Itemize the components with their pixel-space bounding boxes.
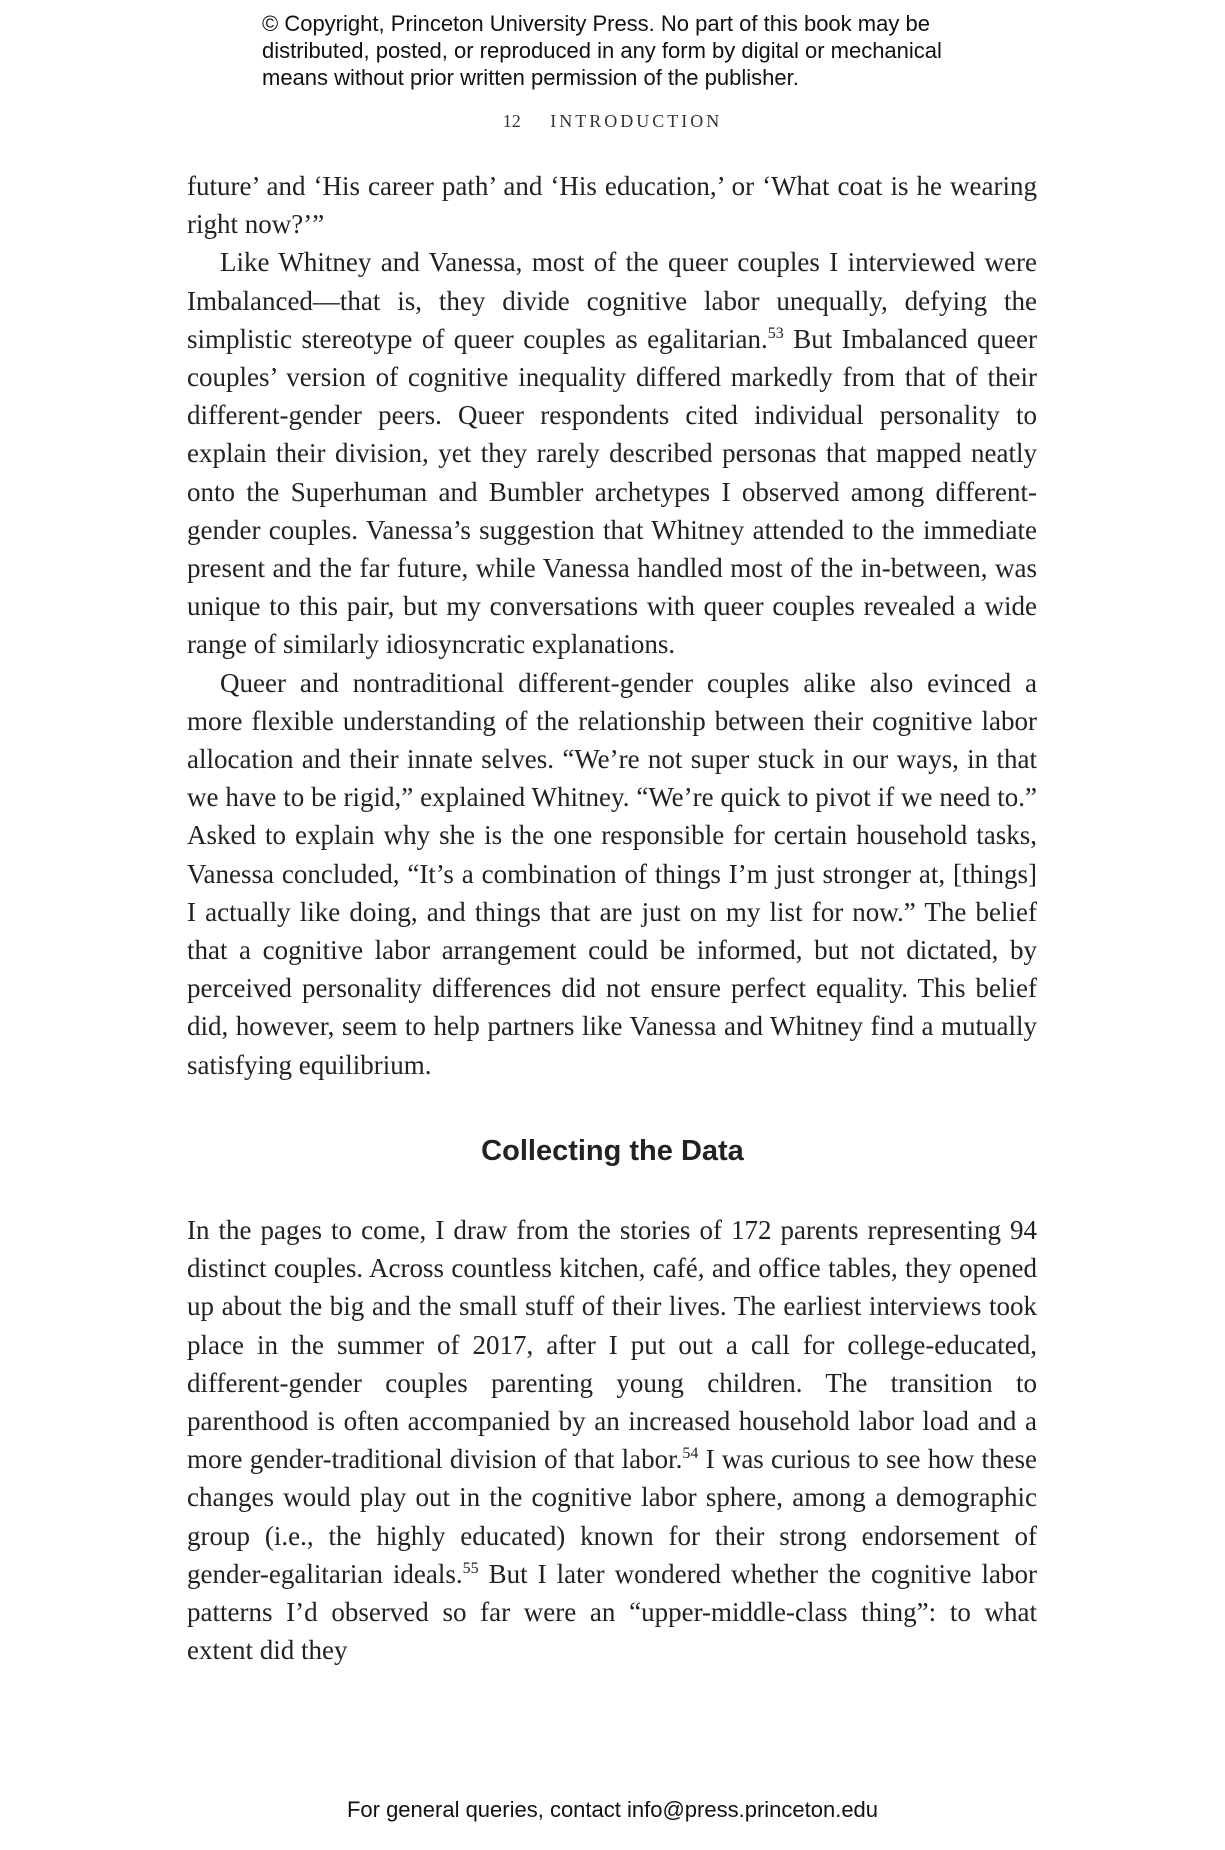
footnote-reference: 55 (462, 1559, 479, 1577)
copyright-line: distributed, posted, or reproduced in any form by digital or mechanical (262, 38, 942, 63)
paragraph-text: But Imbalanced queer couples’ version of cognitive inequality differed markedly from that of their different-gender peers. Queer respondents cited individual personality to explain their division, yet they rarely described personas that mapped neatly onto the Superhuman and Bumbler archetypes I observed among different-gender couples. Vanessa’s suggestion that Whitney attended to the immediate present and the far future, while Vanessa handled most of the in-between, was unique to this pair, but my conversations with queer couples revealed a wide range of similarly idiosyncratic explanations. (187, 323, 1037, 660)
running-head (0, 111, 1225, 132)
running-head-title: INTRODUCTION (550, 111, 723, 131)
paragraph (187, 167, 1037, 243)
footnote-reference: 54 (682, 1445, 699, 1463)
paragraph-text: But I later wondered whether the cognitive labor patterns I’d observed so far were an “upper-middle-class thing”: to what extent did they (187, 1558, 1037, 1666)
paragraph-text: In the pages to come, I draw from the stories of 172 parents representing 94 distinct couples. Across countless kitchen, café, and office tables, they opened up about the big and the small stuff of their lives. The earliest interviews took place in the summer of 2017, after I put out a call for college-educated, different-gender couples parenting young children. The transition to parenthood is often accompanied by an increased household labor load and a more gender-traditional division of that labor. (187, 1215, 1037, 1475)
footnote-reference: 53 (767, 324, 784, 342)
paragraph-text: I was curious to see how these changes would play out in the cognitive labor sphere, among a demographic group (i.e., the highly educated) known for their strong endorsement of gender-egalitarian ideals. (187, 1444, 1037, 1589)
paragraph (187, 1211, 1037, 1669)
paragraph-text: Queer and nontraditional different-gender couples alike also evinced a more flexible understanding of the relationship between their cognitive labor allocation and their innate selves. “We’re not super stuck in our ways, in that we have to be rigid,” explained Whitney. “We’re quick to pivot if we need to.” Asked to explain why she is the one responsible for certain household tasks, Vanessa concluded, “It’s a combination of things I’m just stronger at, [things] I actually like doing, and things that are just on my list for now.” The belief that a cognitive labor arrangement could be informed, but not dictated, by perceived personality differences did not ensure perfect equality. This belief did, however, seem to help partners like Vanessa and Whitney find a mutually satisfying equilibrium. (187, 667, 1037, 1080)
body-text-after-heading (187, 1211, 1037, 1669)
section-heading: Collecting the Data (481, 1135, 744, 1167)
page-number: 12 (502, 111, 521, 131)
paragraph (187, 243, 1037, 663)
copyright-line: means without prior written permission of the publisher. (262, 65, 799, 90)
paragraph-text: Like Whitney and Vanessa, most of the queer couples I interviewed were Imbalanced—that is, they divide cognitive labor unequally, defying the simplistic stereotype of queer couples as egalitarian. (187, 247, 1037, 354)
paragraph (187, 664, 1037, 1084)
copyright-notice (262, 10, 1022, 91)
paragraph-text: future’ and ‘His career path’ and ‘His education,’ or ‘What coat is he wearing right now?’” (187, 171, 1037, 240)
footer-contact: For general queries, contact info@press.princeton.edu (346, 1797, 879, 1822)
body-text-before-heading (187, 167, 1037, 1084)
copyright-line: © Copyright, Princeton University Press. No part of this book may be (262, 11, 930, 36)
